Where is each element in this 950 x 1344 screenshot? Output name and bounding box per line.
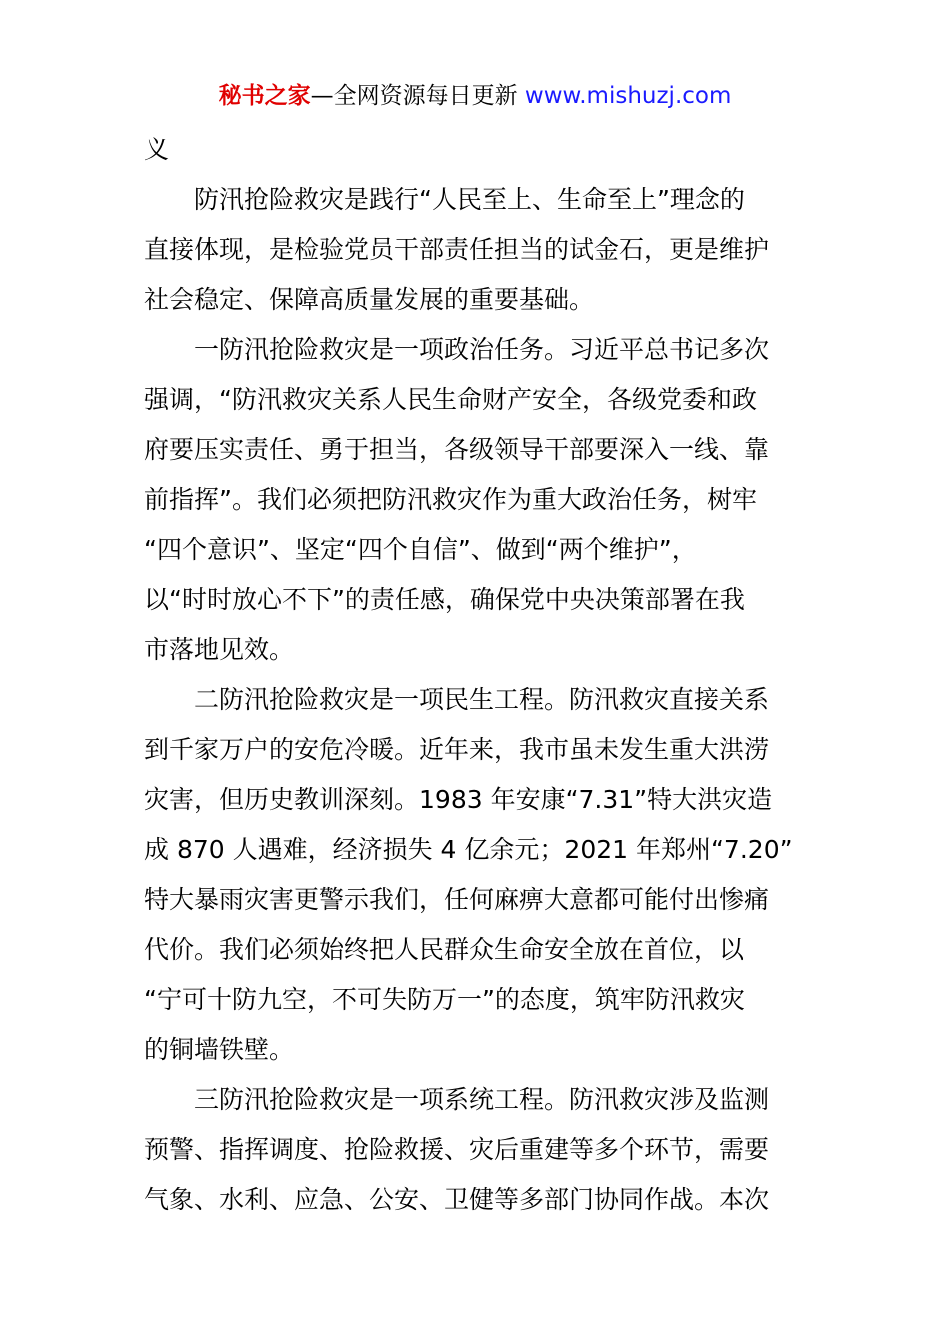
site-header bbox=[0, 80, 950, 112]
site-url-link[interactable]: www.mishuzj.com bbox=[524, 83, 732, 109]
text-line: 代价。我们必须始终把人民群众生命安全放在首位，以 bbox=[144, 935, 745, 964]
text-line: 一防汛抢险救灾是一项政治任务。习近平总书记多次 bbox=[144, 335, 770, 364]
text-line: 气象、水利、应急、公安、卫健等多部门协同作战。本次 bbox=[144, 1185, 770, 1214]
text-line: 三防汛抢险救灾是一项系统工程。防汛救灾涉及监测 bbox=[144, 1085, 770, 1114]
text-line: 特大暴雨灾害更警示我们，任何麻痹大意都可能付出惨痛 bbox=[144, 885, 770, 914]
text-line: 预警、指挥调度、抢险救援、灾后重建等多个环节，需要 bbox=[144, 1135, 770, 1164]
text-line: 防汛抢险救灾是践行“人民至上、生命至上”理念的 bbox=[144, 185, 745, 214]
text-line: 直接体现，是检验党员干部责任担当的试金石，更是维护 bbox=[144, 235, 770, 264]
text-line: 强调，“防汛救灾关系人民生命财产安全，各级党委和政 bbox=[144, 385, 757, 414]
text-line: 社会稳定、保障高质量发展的重要基础。 bbox=[144, 285, 595, 314]
text-line: 二防汛抢险救灾是一项民生工程。防汛救灾直接关系 bbox=[144, 685, 770, 714]
text-line: 义 bbox=[144, 135, 170, 164]
text-line: 前指挥”。我们必须把防汛救灾作为重大政治任务，树牢 bbox=[144, 485, 757, 514]
text-line: 灾害，但历史教训深刻。1983 年安康“7.31”特大洪灾造 bbox=[144, 785, 773, 814]
text-line: 府要压实责任、勇于担当，各级领导干部要深入一线、靠 bbox=[144, 435, 770, 464]
text-line: “宁可十防九空，不可失防万一”的态度，筑牢防汛救灾 bbox=[144, 985, 745, 1014]
site-brand: 秘书之家 bbox=[218, 83, 311, 109]
text-line: 成 870 人遇难，经济损失 4 亿余元；2021 年郑州“7.20” bbox=[144, 835, 793, 864]
text-line: “四个意识”、坚定“四个自信”、做到“两个维护”， bbox=[144, 535, 697, 564]
text-line: 到千家万户的安危冷暖。近年来，我市虽未发生重大洪涝 bbox=[144, 735, 770, 764]
site-tagline: —全网资源每日更新 bbox=[310, 83, 525, 109]
text-line: 以“时时放心不下”的责任感，确保党中央决策部署在我 bbox=[144, 585, 745, 614]
document-body bbox=[144, 125, 810, 1225]
text-line: 的铜墙铁壁。 bbox=[144, 1035, 295, 1064]
text-line: 市落地见效。 bbox=[144, 635, 295, 664]
